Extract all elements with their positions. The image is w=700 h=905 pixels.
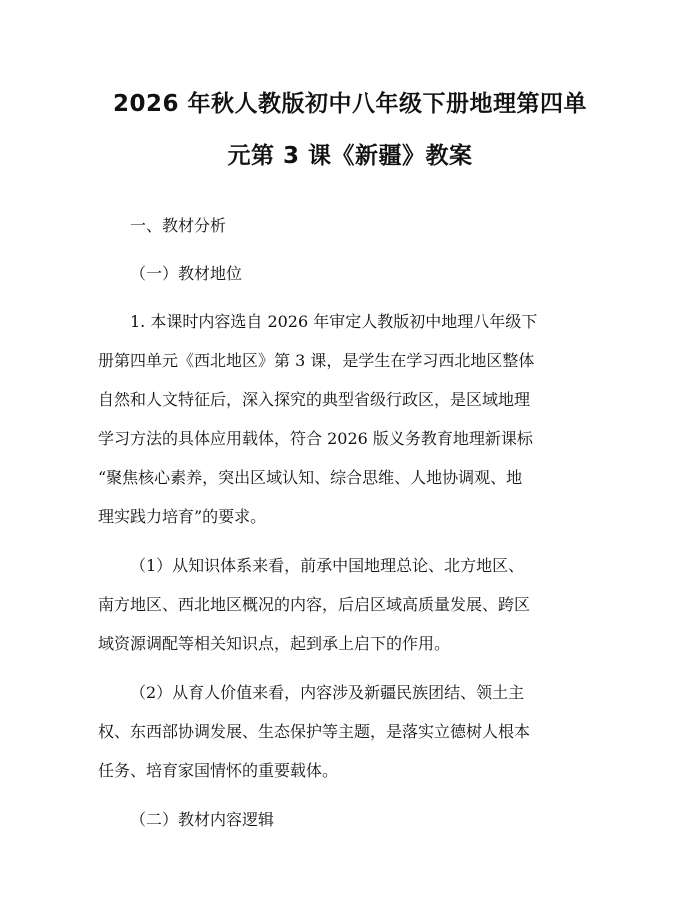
paragraph-knowledge-system <box>98 546 602 663</box>
paragraph-educational-value <box>98 673 602 790</box>
section-heading-textbook-analysis: 一、教材分析 <box>130 216 227 235</box>
paragraph-line: 学习方法的具体应用载体，符合 2026 版义务教育地理新课标 <box>98 429 533 448</box>
paragraph-line: （1）从知识体系来看，前承中国地理总论、北方地区、 <box>130 556 525 575</box>
document-title <box>98 78 602 182</box>
subsection-heading-content-logic: （二）教材内容逻辑 <box>130 810 275 829</box>
title-line: 2026 年秋人教版初中八年级下册地理第四单 <box>112 91 588 117</box>
subsection-heading-textbook-position: （一）教材地位 <box>130 264 243 283</box>
title-line: 元第 3 课《新疆》教案 <box>227 143 473 169</box>
paragraph-line: 权、东西部协调发展、生态保护等主题，是落实立德树人根本 <box>98 722 531 741</box>
paragraph-line: 理实践力培育”的要求。 <box>98 507 267 526</box>
paragraph-line: 任务、培育家国情怀的重要载体。 <box>98 761 339 780</box>
paragraph-line: 南方地区、西北地区概况的内容，后启区域高质量发展、跨区 <box>98 595 531 614</box>
paragraph-line: “聚焦核心素养，突出区域认知、综合思维、人地协调观、地 <box>98 468 523 487</box>
paragraph-line: （2）从育人价值来看，内容涉及新疆民族团结、领土主 <box>130 683 525 702</box>
paragraph-line: 册第四单元《西北地区》第 3 课，是学生在学习西北地区整体 <box>98 351 535 370</box>
paragraph-course-content <box>98 302 602 536</box>
paragraph-line: 1. 本课时内容选自 2026 年审定人教版初中地理八年级下 <box>130 312 538 331</box>
paragraph-line: 域资源调配等相关知识点，起到承上启下的作用。 <box>98 634 451 653</box>
paragraph-line: 自然和人文特征后，深入探究的典型省级行政区，是区域地理 <box>98 390 531 409</box>
